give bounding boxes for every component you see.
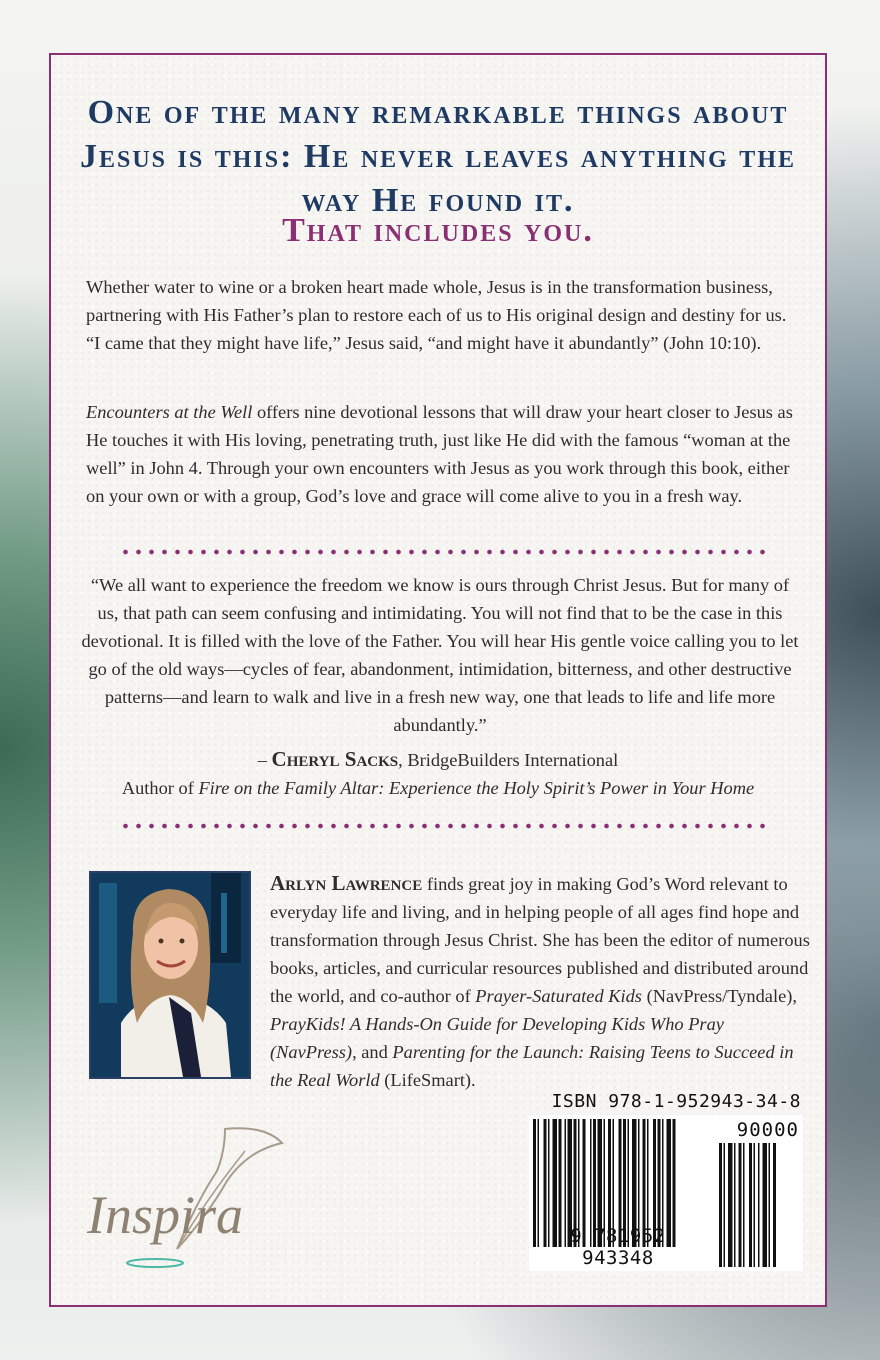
headline: One of the many remarkable things about Jesus is this: He never leaves anything the way He found it. <box>79 94 796 219</box>
publisher-logo <box>77 1121 317 1281</box>
attribution-line <box>51 745 825 774</box>
author-book-2: PrayKids! A Hands-On Guide for Developing Kids Who Pray (NavPress) <box>270 1014 724 1062</box>
author-bio-text-1: finds great joy in making God’s Word relevant to everyday life and living, and in helping people of all ages find hope and transformation through Jesus Christ. She has been the editor of numerous books, articles, and curricular resources published and distributed around the world, and co-author of <box>270 874 810 1006</box>
subheadline: That includes you. <box>282 212 594 249</box>
testimonial-attribution <box>51 745 825 802</box>
author-bio-text-3: , and <box>352 1042 393 1062</box>
intro-paragraph-2-text: offers nine devotional lessons that will draw your heart closer to Jesus as He touches it with His loving, penetrating truth, just like He did with the famous “woman at the well” in John 4. Through your own encounters with Jesus as you work through this book, either on your own or with a group, God’s love and grace will come alive to you in a fresh way. <box>86 402 793 506</box>
barcode-addon-number: 90000 <box>736 1119 799 1141</box>
author-name: Arlyn Lawrence <box>270 871 423 895</box>
endorser-org: , BridgeBuilders International <box>398 750 619 770</box>
endorser-book-title: Fire on the Family Altar: Experience the Holy Spirit’s Power in Your Home <box>198 778 755 798</box>
author-bio-text-2: (NavPress/Tyndale), <box>641 986 797 1006</box>
isbn-label: ISBN 978-1-952943-34-8 <box>551 1091 801 1112</box>
book-title: Encounters at the Well <box>86 402 253 422</box>
intro-paragraph-1: Whether water to wine or a broken heart made whole, Jesus is in the transformation business, partnering with His Father’s plan to restore each of us to His original design and destiny for us. “I came that they might have life,” Jesus said, “and might have it abundantly” (John 10:10). <box>86 277 787 353</box>
author-book-3: Parenting for the Launch: Raising Teens to Succeed in the Real World <box>270 1042 794 1090</box>
endorser-book-line <box>51 774 825 802</box>
author-book-1: Prayer-Saturated Kids <box>475 986 642 1006</box>
dotted-divider-top <box>119 549 771 555</box>
endorser-name: Cheryl Sacks <box>271 747 399 771</box>
quill-logo-icon <box>77 1121 317 1281</box>
author-of-label: Author of <box>121 778 199 798</box>
dotted-divider-bottom <box>119 823 771 829</box>
barcode <box>529 1115 803 1271</box>
attribution-dash: – <box>257 750 272 770</box>
publisher-logo-text: Inspira <box>87 1185 244 1245</box>
author-portrait-illustration <box>91 873 249 1077</box>
testimonial-quote: “We all want to experience the freedom we know is ours through Christ Jesus. But for many of us, that path can seem confusing and intimidating. You will not find that to be the case in this devotional. It is filled with the love of the Father. You will hear His gentle voice calling you to let go of the old ways—cycles of fear, abandonment, intimidation, bitterness, and other destructive patterns—and learn to walk and live in a fresh new way, one that leads to life and life more abundantly.” <box>81 575 799 735</box>
back-cover-panel <box>49 53 827 1307</box>
intro-paragraph-2 <box>86 398 804 510</box>
author-photo <box>89 871 251 1079</box>
author-bio <box>270 869 810 1094</box>
barcode-digits: 9 781952 943348 <box>570 1225 666 1269</box>
author-bio-text-4: (LifeSmart). <box>379 1070 476 1090</box>
